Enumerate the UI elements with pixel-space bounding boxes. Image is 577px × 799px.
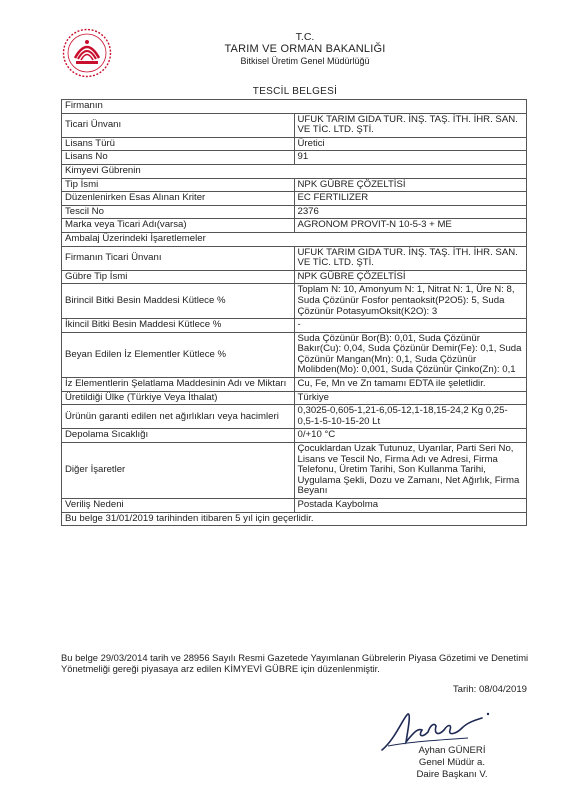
table-row <box>62 178 527 192</box>
header-ministry: TARIM VE ORMAN BAKANLIĞI <box>224 43 386 55</box>
table-row <box>62 205 527 219</box>
legal-notice: Bu belge 29/03/2014 tarih ve 28956 Sayılı Resmi Gazetede Yayımlanan Gübrelerin Piyasa Gözetimi ve Denetimi Yönetmeliği gereği piyasaya arz edilen KİMYEVİ GÜBRE için düzenlenmiştir. <box>61 652 529 674</box>
field-label: İkincil Bitki Besin Maddesi Kütlece % <box>62 319 295 333</box>
section-label: Bu belge 31/01/2019 tarihinden itibaren 5 yıl için geçerlidir. <box>62 512 527 526</box>
table-row <box>62 137 527 151</box>
field-label: Depolama Sıcaklığı <box>62 429 295 443</box>
table-row <box>62 332 527 377</box>
signer-title: Genel Müdür a. <box>418 757 486 768</box>
table-row <box>62 284 527 319</box>
field-value: Postada Kaybolma <box>294 499 527 513</box>
field-value: AGRONOM PROVIT-N 10-5-3 + ME <box>294 219 527 233</box>
table-row <box>62 151 527 165</box>
section-label: Kimyevi Gübrenin <box>62 164 527 178</box>
field-value: UFUK TARIM GIDA TUR. İNŞ. TAŞ. İTH. İHR. SAN. VE TİC. LTD. ŞTİ. <box>294 246 527 270</box>
table-row <box>62 443 527 499</box>
field-value: Suda Çözünür Bor(B): 0,01, Suda Çözünür Bakır(Cu): 0,04, Suda Çözünür Demir(Fe): 0,1, Suda Çözünür Mangan(Mn): 0,1, Suda Çözünür Molibden(Mo): 0,001, Suda Çözünür Çinko(Zn): 0,1 <box>294 332 527 377</box>
field-label: Marka veya Ticari Adı(varsa) <box>62 219 295 233</box>
field-value: 2376 <box>294 205 527 219</box>
field-value: NPK GÜBRE ÇÖZELTİSİ <box>294 270 527 284</box>
signer-name: Ayhan GÜNERİ <box>418 745 486 756</box>
ministry-logo-icon <box>62 28 112 78</box>
section-row <box>62 232 527 246</box>
table-row <box>62 391 527 405</box>
field-label: Ticari Ünvanı <box>62 113 295 137</box>
section-row <box>62 100 527 114</box>
field-label: Lisans No <box>62 151 295 165</box>
field-label: İz Elementlerin Şelatlama Maddesinin Adı ve Miktarı <box>62 378 295 392</box>
field-label: Düzenlenirken Esas Alınan Kriter <box>62 192 295 206</box>
registration-table <box>61 99 527 526</box>
section-row <box>62 512 527 526</box>
table-row <box>62 270 527 284</box>
table-row <box>62 113 527 137</box>
section-row <box>62 164 527 178</box>
field-label: Tescil No <box>62 205 295 219</box>
field-value: UFUK TARIM GIDA TUR. İNŞ. TAŞ. İTH. İHR. SAN. VE TİC. LTD. ŞTİ. <box>294 113 527 137</box>
signer-department: Daire Başkanı V. <box>416 769 488 780</box>
field-label: Beyan Edilen İz Elementler Kütlece % <box>62 332 295 377</box>
header-country: T.C. <box>295 31 315 43</box>
field-label: Diğer İşaretler <box>62 443 295 499</box>
field-value: 0/+10 °C <box>294 429 527 443</box>
field-value: Çocuklardan Uzak Tutunuz, Uyarılar, Parti Seri No, Lisans ve Tescil No, Firma Adı ve Adresi, Firma Telefonu, Üretim Tarihi, Son Kullanma Tarihi, Uygulama Şekli, Dozu ve Zamanı, Net Ağırlık, Firma Beyanı <box>294 443 527 499</box>
issue-date: Tarih: 08/04/2019 <box>452 684 527 695</box>
table-row <box>62 499 527 513</box>
field-label: Veriliş Nedeni <box>62 499 295 513</box>
field-value: Türkiye <box>294 391 527 405</box>
table-row <box>62 429 527 443</box>
field-value: 91 <box>294 151 527 165</box>
table-row <box>62 319 527 333</box>
field-value: 0,3025-0,605-1,21-6,05-12,1-18,15-24,2 Kg 0,25-0,5-1-5-10-15-20 Lt <box>294 405 527 429</box>
section-label: Ambalaj Üzerindeki İşaretlemeler <box>62 232 527 246</box>
field-value: - <box>294 319 527 333</box>
field-label: Tip İsmi <box>62 178 295 192</box>
table-row <box>62 192 527 206</box>
field-label: Firmanın Ticari Ünvanı <box>62 246 295 270</box>
field-value: Toplam N: 10, Amonyum N: 1, Nitrat N: 1, Üre N: 8, Suda Çözünür Fosfor pentaoksit(P2O5): 5, Suda Çözünür PotasyumOksit(K2O): 3 <box>294 284 527 319</box>
field-value: NPK GÜBRE ÇÖZELTİSİ <box>294 178 527 192</box>
document-title: TESCİL BELGESİ <box>252 86 338 97</box>
table-row <box>62 219 527 233</box>
field-label: Ürünün garanti edilen net ağırlıkları veya hacimleri <box>62 405 295 429</box>
field-label: Gübre Tip İsmi <box>62 270 295 284</box>
table-row <box>62 246 527 270</box>
field-label: Üretildiği Ülke (Türkiye Veya İthalat) <box>62 391 295 405</box>
field-value: Üretici <box>294 137 527 151</box>
field-value: EC FERTILIZER <box>294 192 527 206</box>
field-label: Lisans Türü <box>62 137 295 151</box>
field-label: Birincil Bitki Besin Maddesi Kütlece % <box>62 284 295 319</box>
table-row <box>62 378 527 392</box>
header-directorate: Bitkisel Üretim Genel Müdürlüğü <box>240 56 370 66</box>
table-row <box>62 405 527 429</box>
section-label: Firmanın <box>62 100 527 114</box>
field-value: Cu, Fe, Mn ve Zn tamamı EDTA ile şeletlidir. <box>294 378 527 392</box>
